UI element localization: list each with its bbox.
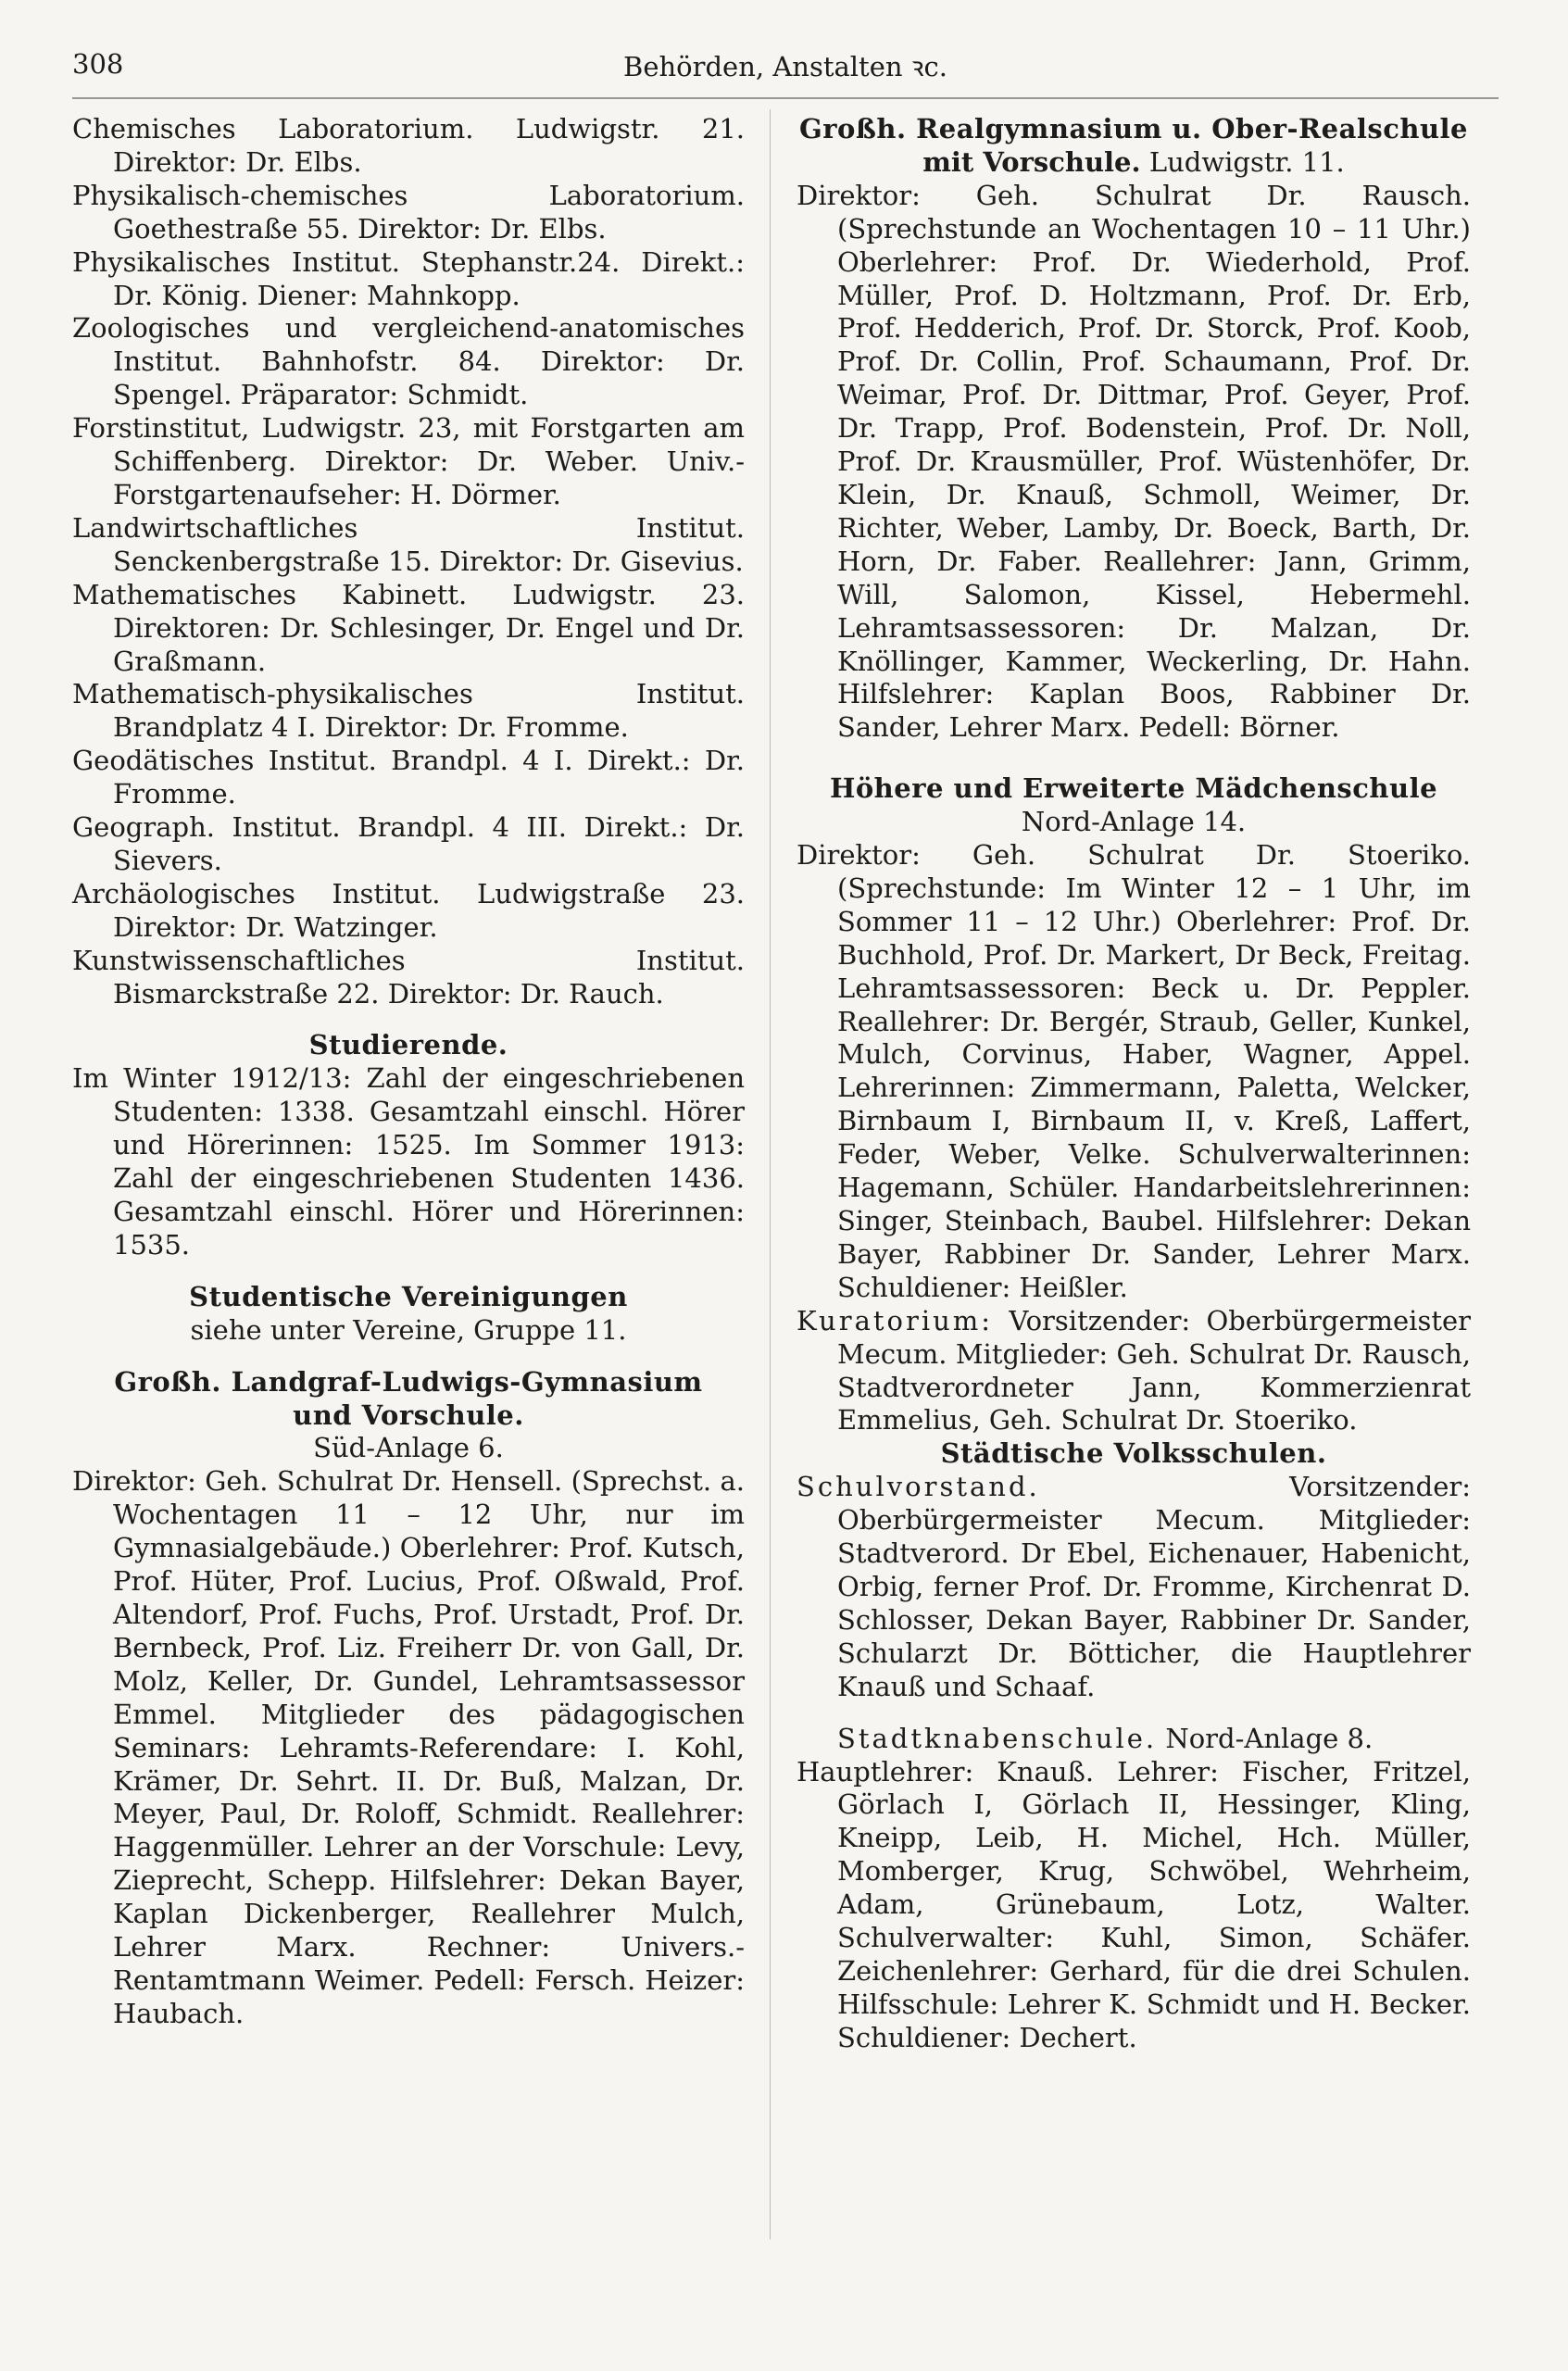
institute-entry: Kunstwissenschaftliches Institut. Bismarckstraße 22. Direktor: Dr. Rauch. — [72, 944, 745, 1010]
associations-heading: Studentische Vereinigungen — [189, 1280, 628, 1312]
realgymnasium-heading-line2 — [797, 146, 1471, 180]
institute-entry: Physikalisches Institut. Stephanstr.24. Direkt.: Dr. König. Diener: Mahnkopp. — [72, 245, 745, 311]
students-heading: Studierende. — [308, 1029, 508, 1061]
schulvorstand-entry — [797, 1471, 1471, 1703]
institute-entry: Chemisches Laboratorium. Ludwigstr. 21. Direktor: Dr. Elbs. — [72, 113, 745, 178]
page-header — [72, 44, 1499, 91]
volksschulen-heading: Städtische Volksschulen. — [940, 1437, 1327, 1470]
realgymnasium-address: Ludwigstr. 11. — [1148, 145, 1345, 178]
realgymnasium-heading: Großh. Realgymnasium u. Ober-Realschule — [798, 113, 1468, 144]
associations-text: siehe unter Vereine, Gruppe 11. — [190, 1313, 627, 1346]
institute-entry: Geodätisches Institut. Brandpl. 4 I. Direkt.: Dr. Fromme. — [72, 745, 745, 810]
knabenschule-text: Hauptlehrer: Knauß. Lehrer: Fischer, Fritzel, Görlach I, Görlach II, Hessinger, Kling, Kneipp, Leib, H. Michel, Hch. Müller, Momberger, Krug, Schwöbel, Wehrheim, Adam, Grünebaum, Lotz, Walter. Schulverwalter: Kuhl, Simon, Schäfer. Zeichenlehrer: Gerhard, für die drei Schulen. Hilfsschule: Lehrer K. Schmidt und H. Becker. Schuldiener: Dechert. — [797, 1755, 1471, 2053]
students-text: Im Winter 1912/13: Zahl der eingeschriebenen Studenten: 1338. Gesamtzahl einschl. Hörer und Hörerinnen: 1525. Im Sommer 1913: Zahl der eingeschriebenen Studenten 1436. Gesamtzahl einschl. Hörer und Hörerinnen: 1535. — [72, 1062, 745, 1261]
schulvorstand-label: Schulvorstand. — [797, 1471, 1040, 1503]
institute-entry: Mathematisches Kabinett. Ludwigstr. 23. Direktoren: Dr. Schlesinger, Dr. Engel und Dr. Graßmann. — [72, 578, 745, 677]
institute-entry: Physikalisch-chemisches Laboratorium. Goethestraße 55. Direktor: Dr. Elbs. — [72, 179, 745, 245]
knabenschule-address: Nord-Anlage 8. — [1165, 1722, 1374, 1754]
institute-entry: Zoologisches und vergleichend-anatomisches Institut. Bahnhofstr. 84. Direktor: Dr. Spengel. Präparator: Schmidt. — [72, 312, 745, 411]
knabenschule-line — [797, 1723, 1471, 1756]
maedchenschule-text: Direktor: Geh. Schulrat Dr. Stoeriko. (Sprechstunde: Im Winter 12 – 1 Uhr, im Sommer 11 – 12 Uhr.) Oberlehrer: Prof. Dr. Buchhold, Prof. Dr. Markert, Dr Beck, Freitag. Lehramtsassessoren: Beck u. Dr. Peppler. Reallehrer: Dr. Bergér, Straub, Geller, Kunkel, Mulch, Corvinus, Haber, Wagner, Appel. Lehrerinnen: Zimmermann, Paletta, Welcker, Birnbaum I, Birnbaum II, v. Kreß, Laffert, Feder, Weber, Velke. Schulverwalterinnen: Hagemann, Schüler. Handarbeitslehrerinnen: Singer, Steinbach, Baubel. Hilfslehrer: Dekan Bayer, Rabbiner Dr. Sander, Lehrer Marx. Schuldiener: Heißler. — [797, 839, 1471, 1303]
gymnasium-address: Süd-Anlage 6. — [313, 1432, 504, 1464]
institute-entry: Forstinstitut, Ludwigstr. 23, mit Forstgarten am Schiffenberg. Direktor: Dr. Weber. Univ.-Forstgartenaufseher: H. Dörmer. — [72, 412, 745, 510]
institute-entry: Geograph. Institut. Brandpl. 4 III. Direkt.: Dr. Sievers. — [72, 811, 745, 876]
header-rule — [72, 97, 1499, 99]
institute-entry: Landwirtschaftliches Institut. Senckenbergstraße 15. Direktor: Dr. Gisevius. — [72, 511, 745, 577]
gymnasium-text: Direktor: Geh. Schulrat Dr. Hensell. (Sprechst. a. Wochentagen 11 – 12 Uhr, nur im Gymnasialgebäude.) Oberlehrer: Prof. Kutsch, Prof. Hüter, Prof. Lucius, Prof. Oßwald, Prof. Altendorf, Prof. Fuchs, Prof. Urstadt, Prof. Dr. Bernbeck, Prof. Liz. Freiherr Dr. von Gall, Dr. Molz, Keller, Dr. Gundel, Lehramtsassessor Emmel. Mitglieder des pädagogischen Seminars: Lehramts-Referendare: I. Kohl, Krämer, Dr. Sehrt. II. Dr. Buß, Malzan, Dr. Meyer, Paul, Dr. Roloff, Schmidt. Reallehrer: Haggenmüller. Lehrer an der Vorschule: Levy, Zieprecht, Schepp. Hilfslehrer: Dekan Bayer, Kaplan Dickenberger, Reallehrer Mulch, Lehrer Marx. Rechner: Univers.-Rentamtmann Weimer. Pedell: Fersch. Heizer: Haubach. — [72, 1465, 745, 2029]
running-title: Behörden, Anstalten ꝛc. — [623, 51, 947, 82]
realgymnasium-heading-suffix: mit Vorschule. — [922, 145, 1141, 178]
kuratorium-entry — [797, 1305, 1471, 1438]
right-column — [797, 113, 1471, 2055]
kuratorium-text: Vorsitzender: Oberbürgermeister Mecum. Mitglieder: Geh. Schulrat Dr. Rausch, Stadtverordneter Jann, Kommerzienrat Emmelius, Geh. Schulrat Dr. Stoeriko. — [837, 1304, 1471, 1436]
knabenschule-label: Stadtknabenschule. — [837, 1722, 1158, 1754]
gymnasium-heading: Großh. Landgraf-Ludwigs-Gymnasium — [114, 1365, 703, 1398]
gymnasium-heading-line2: und Vorschule. — [293, 1399, 524, 1431]
kuratorium-label: Kuratorium: — [797, 1304, 994, 1336]
column-divider — [770, 109, 771, 2239]
maedchenschule-heading: Höhere und Erweiterte Mädchenschule — [829, 772, 1438, 805]
page-number: 308 — [72, 48, 124, 80]
left-column — [72, 113, 745, 2031]
institute-entry: Mathematisch-physikalisches Institut. Brandplatz 4 I. Direktor: Dr. Fromme. — [72, 678, 745, 744]
institute-entry: Archäologisches Institut. Ludwigstraße 23. Direktor: Dr. Watzinger. — [72, 877, 745, 943]
schulvorstand-text: Vorsitzender: Oberbürgermeister Mecum. Mitglieder: Stadtverord. Dr Ebel, Eichenauer, Habenicht, Orbig, ferner Prof. Dr. Fromme, Kirchenrat D. Schlosser, Dekan Bayer, Rabbiner Dr. Sander, Schularzt Dr. Bötticher, die Hauptlehrer Knauß und Schaaf. — [837, 1471, 1471, 1702]
realgymnasium-text: Direktor: Geh. Schulrat Dr. Rausch. (Sprechstunde an Wochentagen 10 – 11 Uhr.) Oberlehrer: Prof. Dr. Wiederhold, Prof. Müller, Prof. D. Holtzmann, Prof. Dr. Erb, Prof. Hedderich, Prof. Dr. Storck, Prof. Koob, Prof. Dr. Collin, Prof. Schaumann, Prof. Dr. Weimar, Prof. Dr. Dittmar, Prof. Geyer, Prof. Dr. Trapp, Prof. Bodenstein, Prof. Dr. Noll, Prof. Dr. Krausmüller, Prof. Wüstenhöfer, Dr. Klein, Dr. Knauß, Schmoll, Weimer, Dr. Richter, Weber, Lamby, Dr. Boeck, Barth, Dr. Horn, Dr. Faber. Reallehrer: Jann, Grimm, Will, Salomon, Kissel, Hebermehl. Lehramtsassessoren: Dr. Malzan, Dr. Knöllinger, Kammer, Weckerling, Dr. Hahn. Hilfslehrer: Kaplan Boos, Rabbiner Dr. Sander, Lehrer Marx. Pedell: Börner. — [797, 179, 1471, 744]
maedchenschule-address: Nord-Anlage 14. — [1021, 806, 1247, 838]
